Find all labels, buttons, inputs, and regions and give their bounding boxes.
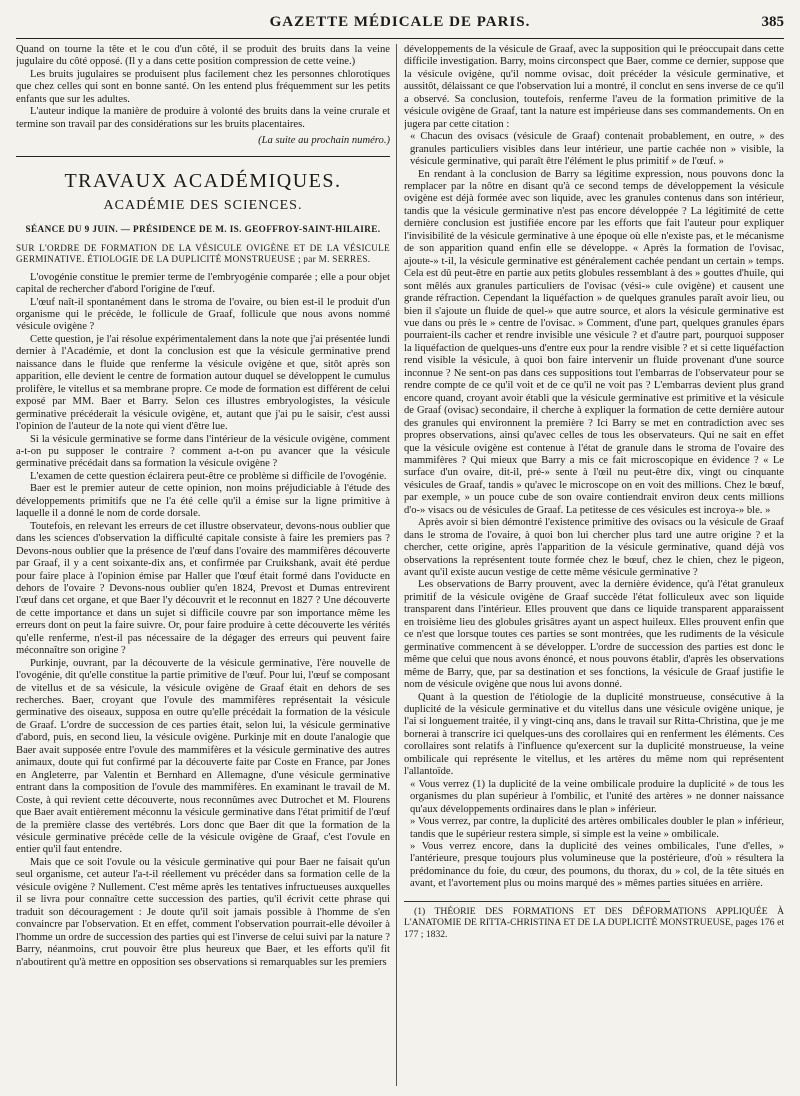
paragraph: Mais que ce soit l'ovule ou la vésicule germinative qui pour Baer ne faisait qu'un seul organisme, cet auteur l'a-t-il réellement vu précéder dans sa formation celle de la vésicule ovigène ? Nullement. C'est même après les tentatives infructueuses auxquelles il se livra pour connaître cette succession des parties, qu'il écrivit cette phrase qui traduit son découragement : Je doute qu'il soit jamais possible à l'homme de s'en convaincre par l'observation. Et en effet, comment l'observation pourrait-elle dévoiler à l'homme un ordre de succession des parties qui est l'inverse de celui suivi par la nature ? Barry, néanmoins, crut pouvoir être plus heureux que Baer, et les efforts qu'il fit n'aboutirent qu'à mettre en opposition ses observations si remarquables sur les premiers xyxy=(16,856,390,968)
article-title: SUR L'ORDRE DE FORMATION DE LA VÉSICULE OVIGÈNE ET DE LA VÉSICULE GERMINATIVE. ÉTIOLOGIE DE LA DUPLICITÉ MONSTRUEUSE ; par M. SERRES. xyxy=(16,242,390,265)
section-rule xyxy=(16,156,390,157)
paragraph: L'ovogénie constitue le premier terme de l'embryogénie comparée ; elle a pour objet capital de rechercher d'abord l'origine de l'œuf. xyxy=(16,271,390,296)
paragraph: Quand on tourne la tête et le cou d'un côté, il se produit des bruits dans la veine jugulaire du côté opposé. (Il y a dans cette position compression de cette veine.) xyxy=(16,44,390,68)
paragraph: Les observations de Barry prouvent, avec la dernière évidence, qu'à l'état granuleux primitif de la vésicule ovigène de Graaf succède l'état folliculeux avec son liquide transparent dans l'intérieur. Elles prouvent que dans ce liquide transparent apparaissent en troisième lieu des globules grisâtres ayant un aspect huileux. Elles prouvent enfin que ce n'est que lorsque toutes ces parties se sont montrées, que les rudiments de la vésicule germinative commencent à se développer. L'ordre de succession des parties est donc le même que celui que nous avons énoncé, et nous pouvons établir, d'après les observations même de Barry, que, par sa destination et ses fonctions, la vésicule de Graaf justifie le nom de vésicule ovigène que nous lui avons donné. xyxy=(404,579,784,691)
running-title: GAZETTE MÉDICALE DE PARIS. xyxy=(269,14,531,30)
page-header xyxy=(16,12,784,39)
section-subtitle: ACADÉMIE DES SCIENCES. xyxy=(103,197,303,213)
to-be-continued-note: (La suite au prochain numéro.) xyxy=(258,135,390,147)
paragraph: Après avoir si bien démontré l'existence primitive des ovisacs ou la vésicule de Graaf dans le stroma de l'ovaire, à quoi bon lui chercher plus tard une autre origine ? et la chercher, cette origine, après l'apparition de la vésicule germinative, quand déjà vos observations la représentent toute formée chez le bœuf, chez le chien, chez le pigeon, avant qu'il existe aucun vestige de cette même vésicule germinative ? xyxy=(404,517,784,579)
paragraph: Baer est le premier auteur de cette opinion, non moins préjudiciable à l'étude des développements primitifs que ne l'a été celle qu'il a émise sur la ligne primitive à laquelle il a donné le nom de corde dorsale. xyxy=(16,483,390,520)
paragraph: L'œuf naît-il spontanément dans le stroma de l'ovaire, ou bien est-il le produit d'un organisme qui le précède, le follicule de Graaf, follicule que nous avons nommé vésicule ovigène ? xyxy=(16,296,390,333)
column-divider xyxy=(396,44,397,1086)
paragraph: Purkinje, ouvrant, par la découverte de la vésicule germinative, l'ère nouvelle de l'ovogénie, dit qu'elle constitue la partie primitive de l'œuf. Pour lui, l'œuf se composant de vitellus et de sa vésicule, la vésicule ovigène de Graaf était en dehors de ses recherches. Baer, croyant que l'ovule des mammifères représentait la vésicule germinative des oiseaux, supposa en outre qu'elle précédait la formation de la vésicule de Graaf. L'ordre de succession de ces parties était, selon lui, la vésicule germinative d'abord, puis, en second lieu, la vésicule ovigène. Purkinje mit en doute l'analogie que Baer avait supposée entre l'ovule des mammifères et la vésicule germinative des autres animaux, doute qui fut confirmé par la découverte faite par Coste en France, par Jones en Angleterre, par Valentin et Bernhard en Allemagne, d'une vésicule germinative entrant dans la composition de l'ovule des mammifères. En examinant le travail de M. Coste, à qui revient cette découverte, nous reconnûmes avec Dutrochet et M. Flourens que Baer avait entièrement méconnu la vésicule germinative dans l'état primitif de l'œuf de la première classe des vertébrés. Lors donc que Baer dit que la formation de la vésicule germinative précède celle de la vésicule ovigène de Graaf, c'est l'ovule en entier qu'il faut entendre. xyxy=(16,657,390,856)
quote-line: » Vous verrez encore, dans la duplicité des veines ombilicales, l'une d'elles, » l'antérieure, presque toujours plus volumineuse que la postérieure, d'où » résultera la prédominance du foie, du cœur, des poumons, du thorax, du » col, de la tête situés en avant, et l'avortement plus ou moins marqué des » mêmes parties situées en arrière. xyxy=(410,841,784,890)
paragraph: Les bruits jugulaires se produisent plus facilement chez les personnes chlorotiques que chez celles qui sont en bonne santé. On les entend plus fréquemment sur les petits enfants que sur les adultes. xyxy=(16,68,390,105)
footnote: (1) THÉORIE DES FORMATIONS ET DES DÉFORMATIONS APPLIQUÉE À L'ANATOMIE DE RITTA-CHRISTINA ET DE LA DUPLICITÉ MONSTRUEUSE, pages 176 et 177 ; 1832. xyxy=(404,905,784,940)
paragraph: L'examen de cette question éclairera peut-être ce problème si difficile de l'ovogénie. xyxy=(30,470,387,482)
page-number: 385 xyxy=(761,14,784,30)
paragraph: développements de la vésicule de Graaf, avec la supposition qui le préoccupait dans cette difficile investigation. Barry, moins circonspect que Baer, comme ce dernier, suppose que la vésicule ovigène, qu'il nomme ovisac, doit précéder la vésicule germinative, et aussitôt, délaissant ce que l'observation lui a montré, il conclut en sens inverse de ce qu'il a observé. Sa conclusion, toutefois, renferme l'aveu de la formation primitive de la vésicule ovigène de Graaf, tant la nature est impérieuse dans ses commandements. On en jugera par cette citation : xyxy=(404,44,784,130)
right-column xyxy=(404,44,784,1088)
paragraph: Cette question, je l'ai résolue expérimentalement dans la note que j'ai présentée lundi dernier à l'Académie, et dont la conclusion est que la vésicule germinative prend naissance dans le fluide que renferme la vésicule ovigène et que, sitôt après son apparition, elle devient le centre de formation autour duquel se développent le cumulus prolifère, le vitellus et sa membrane propre. Ce mode de formation est différent de celui exposé par MM. Baer et Barry. Selon ces illustres embryologistes, la vésicule germinative précéderait la vésicule ovigène, et, autant que j'ai pu le saisir, c'est aussi l'opinion de l'auteur de la note qui vient d'être lue. xyxy=(16,333,390,433)
section-title: TRAVAUX ACADÉMIQUES. xyxy=(64,169,342,192)
left-column xyxy=(16,44,390,1088)
quote-line: « Vous verrez (1) la duplicité de la veine ombilicale produire la duplicité » de tous les organismes du plan supérieur à l'ombilic, et l'unité des artères » ne donner naissance qu'aux développements ordinaires dans le plan » inférieur. xyxy=(410,778,784,815)
paragraph: Si la vésicule germinative se forme dans l'intérieur de la vésicule ovigène, comment a-t-on pu supposer le contraire ? comment a-t-on pu avancer que la vésicule germinative précédait dans sa formation la vésicule ovigène ? xyxy=(16,433,390,470)
corollaries-quote xyxy=(404,779,784,891)
block-quote xyxy=(404,131,784,168)
paragraph: Toutefois, en relevant les erreurs de cet illustre observateur, devons-nous oublier que dans les sciences d'observation la difficulté capitale consiste à faire les premiers pas ? Devons-nous oublier que la présence de l'œuf dans l'ovaire des mammifères découverte par Graaf, il y a cent soixante-dix ans, et confirmée par Cruikshank, avait été perdue pour faire place à l'opinion émise par Haller que l'œuf était formé dans l'oviducte en dehors de l'ovaire ? Devons-nous oublier qu'en 1824, Prevost et Dumas entrevirent l'œuf dans cet organe, et que Baer l'y découvrit et le reconnut en 1827 ? Une découverte de cette importance et dans un sujet si difficile couvre par son importance même les erreurs dont on peut la faire suivre. Or, pour faire produire à cette découverte les vérités qu'elle renferme, n'est-il pas nécessaire de la dégager des erreurs qui peuvent faire méconnaître son origine ? xyxy=(16,520,390,657)
paragraph: En rendant à la conclusion de Barry sa légitime expression, nous pouvons donc la remplacer par la nôtre en disant qu'à ce second temps de développement la vésicule ovigène est déjà formée avec son liquide, avec les granules contenus dans son intérieur, tandis que la vésicule germinative n'est pas encore développée ? La légitimité de cette dernière conclusion est justifiée encore par les efforts que fait l'auteur pour expliquer l'invisibilité de la vésicule germinative à une époque où elle n'existe pas, et le mécanisme de son apparition quand enfin elle se développe. « Après la formation de l'ovisac, ajoute-» t-il, la vésicule germinative est généralement cachée pendant un certain » temps. Cela est dû peut-être en partie aux petits globules ressemblant à des » gouttes d'huile, qui sont mêlés aux granules particuliers de l'ovisac (vési-» cule ovigène) et causent une grande réfraction. Cependant la liquéfaction » de quelques granules paraît avoir lieu, ou bien il s'ajoute un fluide de quel-» que autre source, et alors la vésicule germinative est vue dans ou près le » centre de l'ovisac. » Comment, d'une part, quelques granules épars pourraient-ils cacher et rendre invisible une vésicule ? et d'autre part, pourquoi supposer la liquéfaction de quelques-uns d'entre eux pour la rendre visible ? et si cette liquéfaction rend visible la vésicule, à quoi bon faire intervenir un fluide provenant d'une source inconnue ? Ne sent-on pas dans ces suppositions tout l'embarras de l'observateur pour se rendre compte de ce qu'il voit et de ce qu'il ne voit pas ? L'embarras devient plus grand encore quand, croyant avoir établi que la vésicule germinative est primitive et la vésicule de Graaf (ovisac) secondaire, il cherche à expliquer la formation de cette dernière autour des granules qui environnent la première ? Ici Barry se met en contradiction avec ses propres observations, ainsi qu'avec celles de tous les observateurs. Qui ne sait en effet que la vésicule ovigène est contenue à l'état de granule dans le stroma de l'ovaire des mammifères ? Qui mieux que Barry a mis ce fait microscopique en évidence ? « Le surface d'un ovaire, dit-il, pré-» sente à l'œil nu peut-être dix, vingt ou cinquante vésicules de Graaf, tandis » qu'avec le microscope on en voit des millions. Chez le bœuf, par exemple, » un pouce cube de son ovaire contiendrait environ deux cents millions d'o-» visacs ou de vésicules de Graaf. La petitesse de ces vésicules est incroya-» ble. » xyxy=(404,168,784,516)
paragraph: L'auteur indique la manière de produire à volonté des bruits dans la veine crurale et termine son travail par des considérations sur les bruits placentaires. xyxy=(16,106,390,130)
quote-line: » Vous verrez, par contre, la duplicité des artères ombilicales doubler le plan » inférieur, tandis que le supérieur restera simple, si simple est la veine » ombilicale. xyxy=(410,816,784,840)
quote-line: « Chacun des ovisacs (vésicule de Graaf) contenait probablement, en outre, » des granules particuliers visibles dans leur intérieur, une partie cachée non » visible, la vésicule germinative, qui paraît être l'élément le plus primitif » de l'œuf. » xyxy=(410,131,784,168)
seance-heading: SÉANCE DU 9 JUIN. — PRÉSIDENCE DE M. IS. GEOFFROY-SAINT-HILAIRE. xyxy=(25,223,381,234)
paragraph: Quant à la question de l'étiologie de la duplicité monstrueuse, consécutive à la duplicité de la vésicule germinative et du vitellus dans une vésicule ovigène unique, je l'ai si longuement traitée, il y vingt-cinq ans, dans le travail sur Ritta-Christina, que je me bornerai à transcrire ici quelques-uns des corollaires qui en renferment les éléments. Ces corollaires sont relatifs à l'influence qu'exercent sur la duplicité monstrueuse, la veine ombilicale qui représente le vitellus, et les artères du même nom qui représentent l'allantoïde. xyxy=(404,691,784,778)
footnote-rule xyxy=(404,901,670,902)
